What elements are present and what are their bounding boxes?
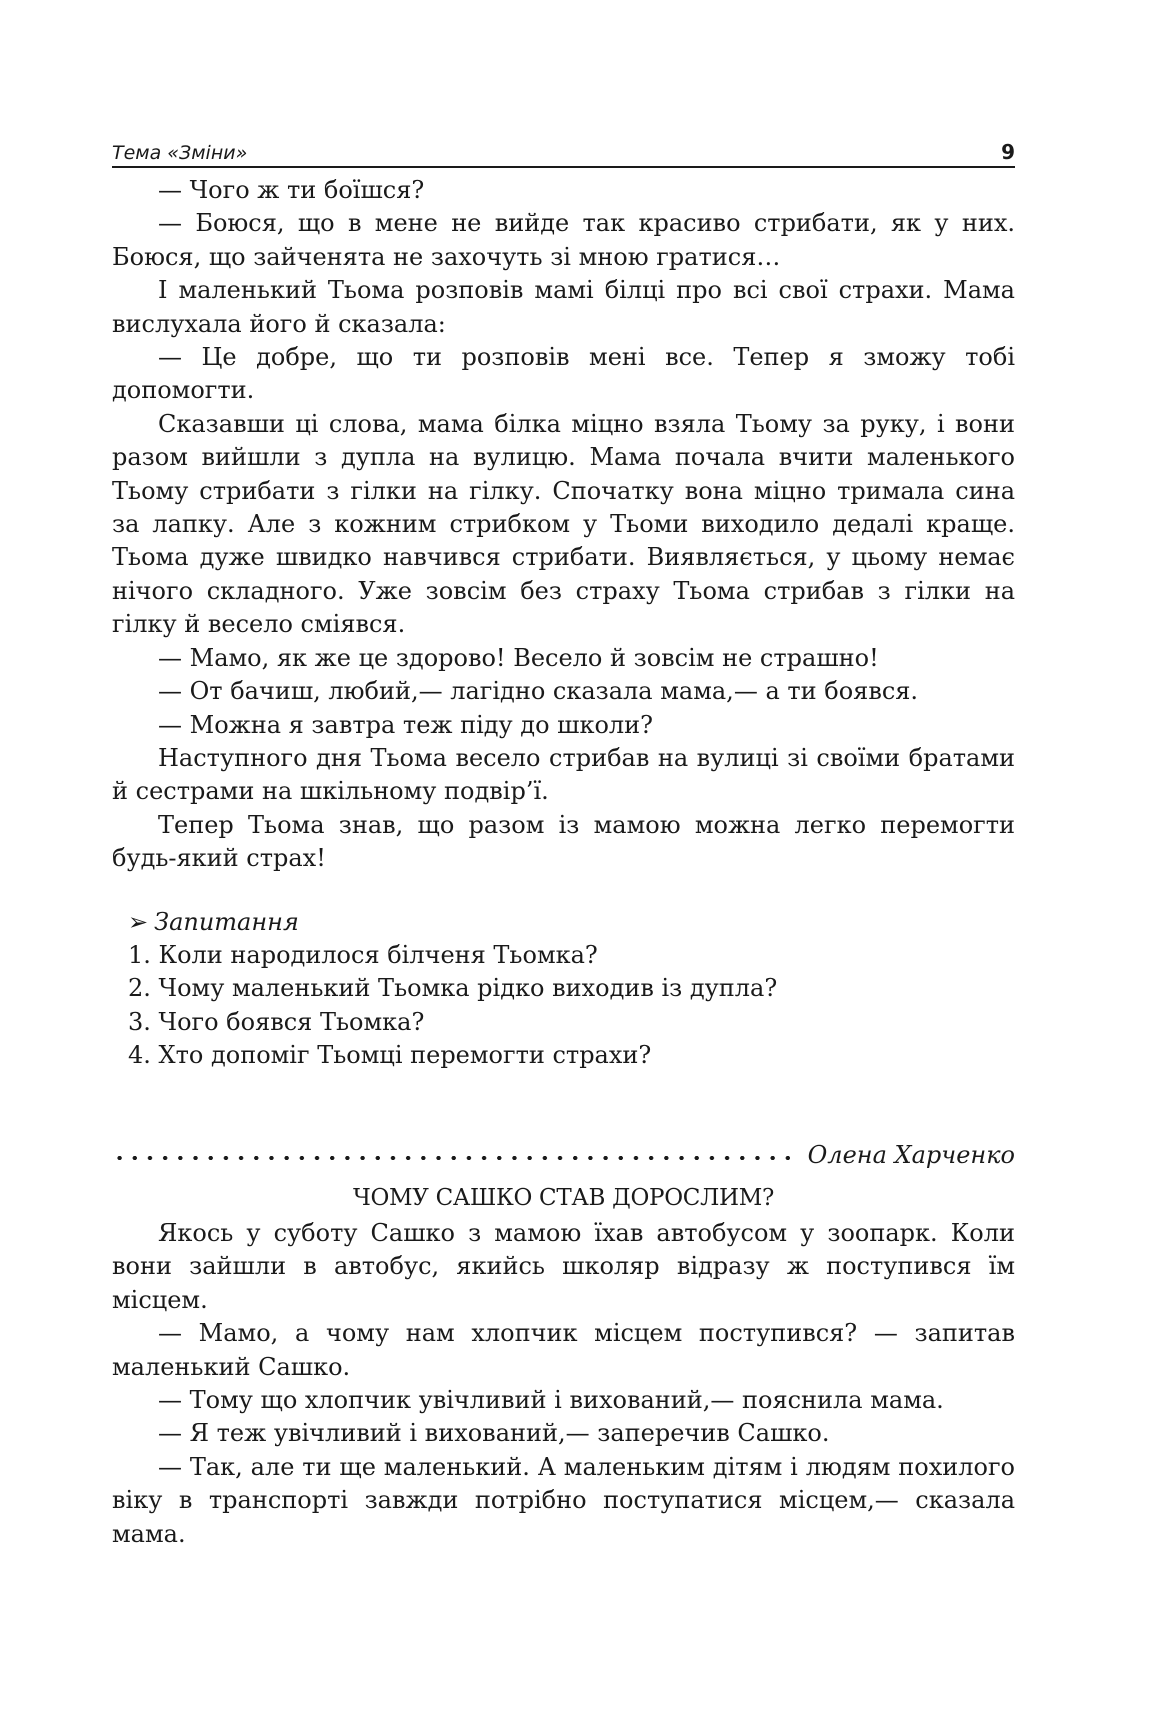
author-line [112,1139,1015,1172]
paragraph: — Мамо, а чому нам хлопчик місцем поступився? — запитав маленький Сашко. [112,1319,1015,1381]
paragraph: Сказавши ці слова, мама білка міцно взяла Тьому за руку, і вони разом вийшли з дупла на вулицю. Мама почала вчити маленького Тьому стрибати з гілки на гілку. Спочатку вона міцно тримала сина за лапку. Але з кожним стрибком у Тьоми виходило дедалі краще. Тьома дуже швидко навчився стрибати. Виявляється, у цьому немає нічого складного. Уже зовсім без страху Тьома стрибав з гілки на гілку й весело сміявся. [112,409,1015,639]
paragraph: — Це добре, що ти розповів мені все. Тепер я зможу тобі допомогти. [112,343,1015,405]
paragraph: Тепер Тьома знав, що разом із мамою можна легко перемогти будь-який страх! [112,810,1015,873]
paragraph: — Можна я завтра теж піду до школи? [158,710,654,739]
questions-heading [128,906,1015,939]
story-2-text [112,1217,1015,1551]
paragraph: — Я теж увічливий і вихований,— заперечив Сашко. [158,1419,830,1448]
paragraph: — Мамо, як же це здорово! Весело й зовсім не страшно! [158,643,879,672]
paragraph: — Тому що хлопчик увічливий і вихований,— пояснила мама. [158,1386,944,1414]
paragraph: Наступного дня Тьома весело стрибав на вулиці зі своїми братами й сестрами на шкільному подвір’ї. [112,743,1015,806]
paragraph: — От бачиш, любий,— лагідно сказала мама,— а ти боявся. [158,677,919,706]
running-header [112,128,1015,168]
paragraph: І маленький Тьома розповів мамі білці про всі свої страхи. Мама вислухала його й сказала: [112,276,1015,338]
arrow-bullet-icon: ➢ [128,907,149,936]
question-item: 2. Чому маленький Тьомка рідко виходив із дупла? [128,974,778,1003]
book-page [112,128,1015,1551]
questions-list [128,939,1015,1073]
question-item: 3. Чого боявся Тьомка? [128,1007,425,1036]
questions-section [112,906,1015,1073]
author-name: Олена Харченко [807,1140,1015,1169]
paragraph: Якось у суботу Сашко з мамою їхав автобусом у зоопарк. Коли вони зайшли в автобус, якийсь школяр відразу ж поступився їм місцем. [112,1218,1015,1314]
question-item: 4. Хто допоміг Тьомці перемогти страхи? [128,1041,652,1070]
story-title: ЧОМУ САШКО СТАВ ДОРОСЛИМ? [352,1184,775,1211]
story-1-text [112,174,1015,876]
paragraph: — Чого ж ти боїшся? [158,176,425,204]
paragraph: — Боюся, що в мене не вийде так красиво стрибати, як у них. Боюся, що зайченята не захочуть зі мною гратися… [112,209,1015,271]
running-title: Тема «Зміни» [112,142,248,164]
page-number: 9 [1001,140,1015,164]
question-item: 1. Коли народилося білченя Тьомка? [128,940,598,969]
dotted-leader [112,1156,790,1160]
questions-heading-label: Запитання [154,907,299,936]
paragraph: — Так, але ти ще маленький. А маленьким дітям і людям похилого віку в транспорті завжди потрібно поступатися місцем,— сказала мама. [112,1452,1015,1548]
